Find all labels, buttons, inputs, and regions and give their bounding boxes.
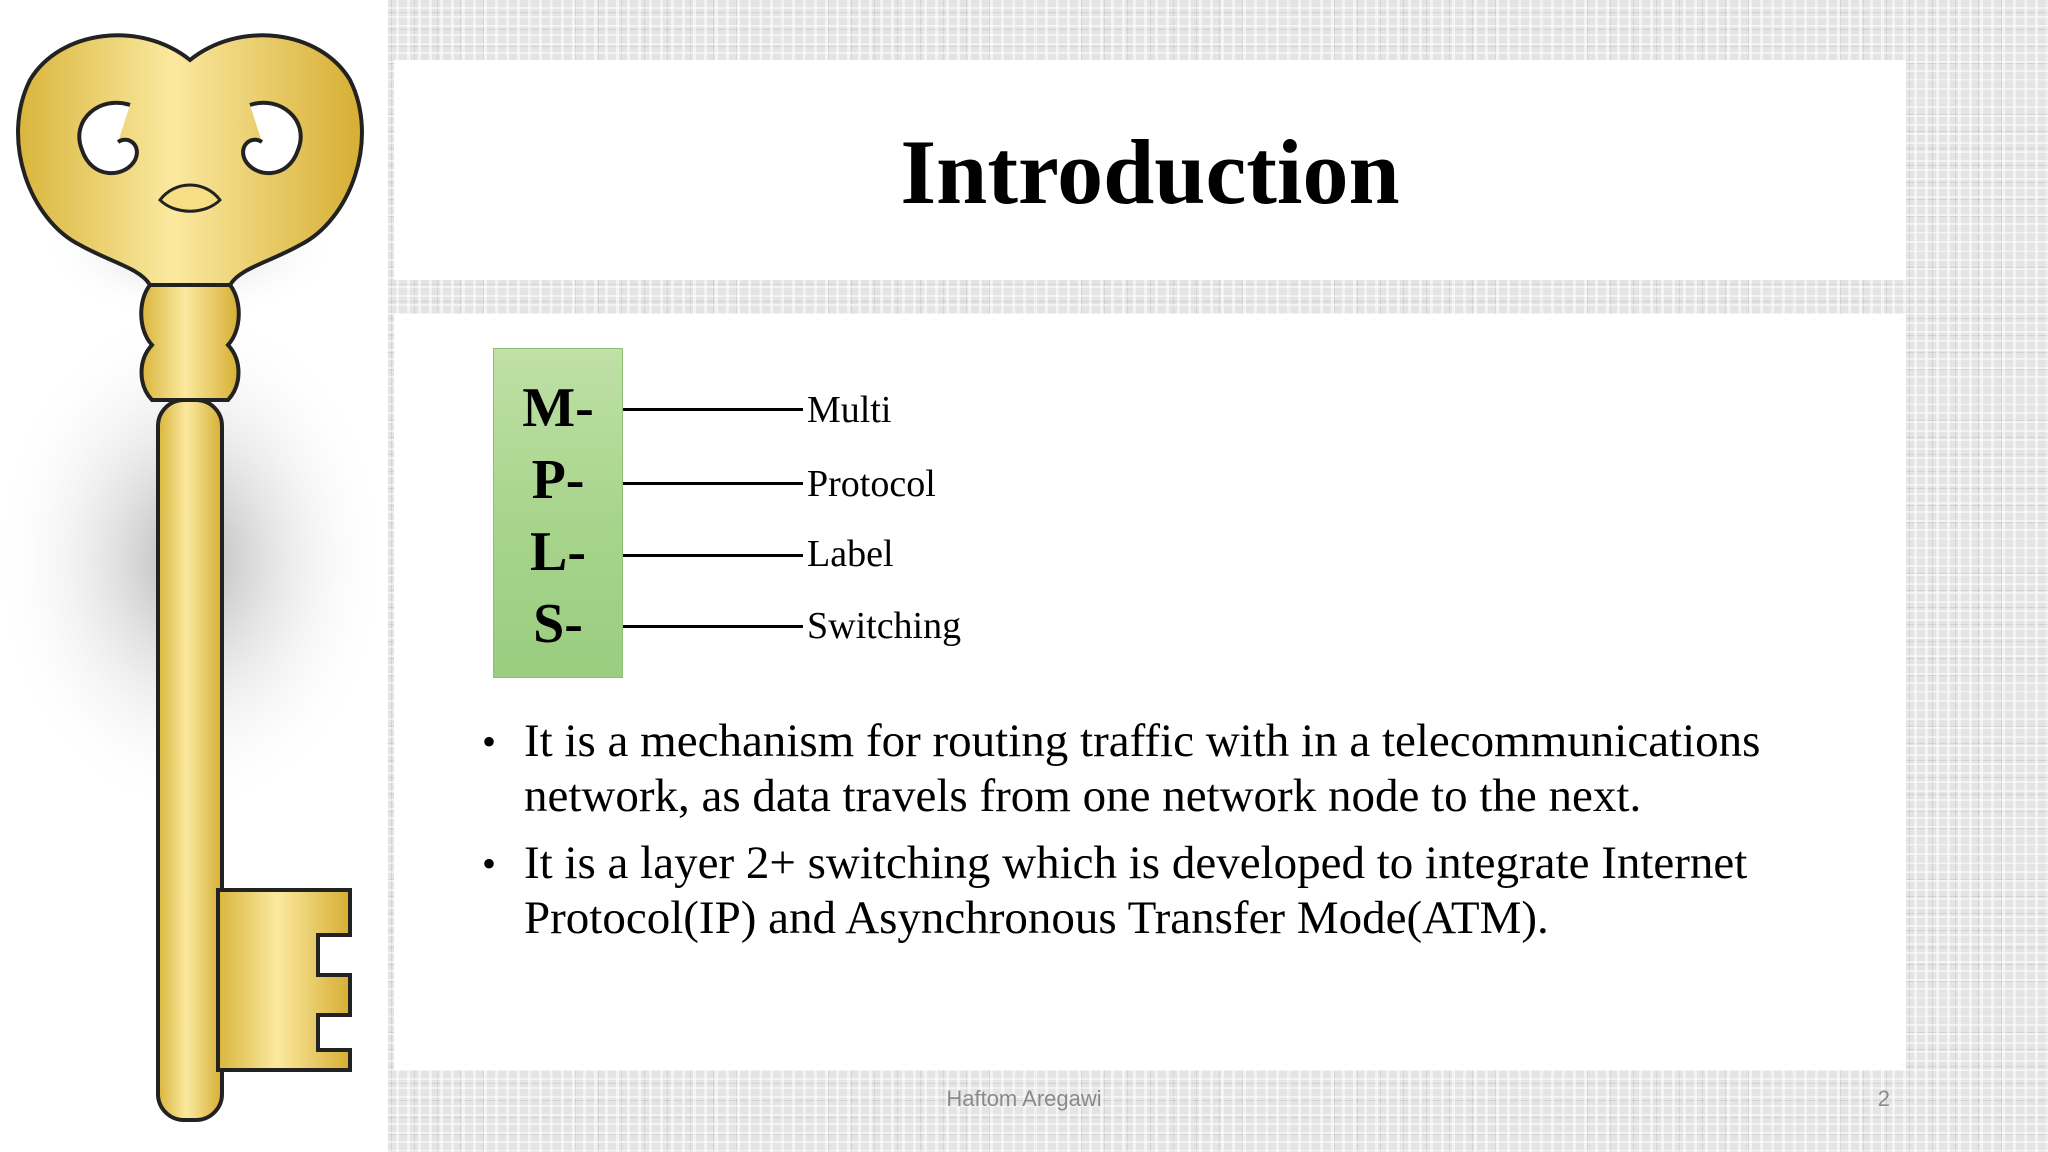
connector-line-protocol	[623, 482, 803, 485]
acronym-letter-m: M-	[522, 377, 594, 439]
bullet-text: It is a mechanism for routing traffic with in a telecommunications network, as data travels from one network node to the next.	[524, 715, 1761, 822]
bullet-marker: •	[482, 719, 497, 764]
connector-line-label	[623, 554, 803, 557]
bullet-item	[480, 836, 1880, 946]
golden-skeleton-key-icon	[0, 0, 388, 1152]
bullet-text: It is a layer 2+ switching which is developed to integrate Internet Protocol(IP) and Asynchronous Transfer Mode(ATM).	[524, 837, 1748, 944]
acronym-letter-s: S-	[533, 593, 583, 655]
footer-page-number: 2	[1877, 1086, 1890, 1111]
connector-line-switching	[623, 625, 803, 628]
acronym-letter-l: L-	[530, 521, 586, 583]
acronym-word-protocol: Protocol	[807, 463, 936, 505]
bullet-marker: •	[482, 841, 497, 886]
footer-author: Haftom Aregawi	[946, 1086, 1102, 1111]
connector-line-multi	[623, 408, 803, 411]
acronym-letter-p: P-	[531, 449, 585, 511]
acronym-word-multi: Multi	[807, 389, 892, 431]
acronym-word-switching: Switching	[807, 605, 962, 647]
acronym-word-label: Label	[807, 533, 894, 575]
bullet-item	[480, 714, 1880, 824]
bullet-list	[480, 714, 1880, 958]
slide-title: Introduction	[900, 121, 1400, 223]
